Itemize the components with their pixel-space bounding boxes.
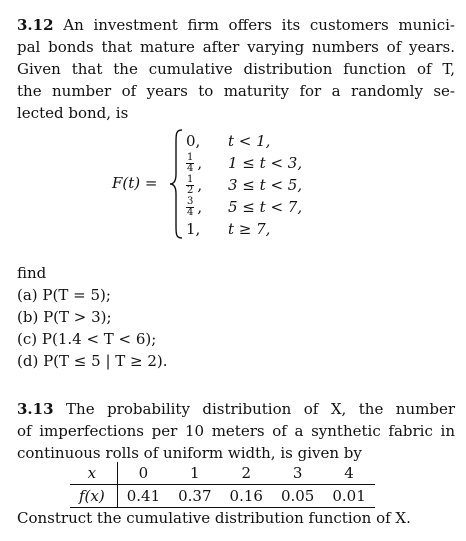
table-row [70, 462, 375, 485]
left-brace-icon [168, 128, 184, 240]
problem-3-12-line-4: the number of years to maturity for a randomly se- [17, 82, 455, 100]
cases-list [186, 130, 302, 240]
problem-3-12-text [17, 14, 455, 124]
table-cell: 4 [323, 462, 374, 485]
case-row: $\frac{1}{4}$ , 1 ≤ t < 3, [187, 152, 303, 175]
case-row: 0, t < 1, [186, 132, 271, 150]
problem-3-12-parts [17, 262, 455, 372]
table-cell: 0 [117, 462, 169, 485]
fraction: $\frac{3}{4}$ [187, 196, 194, 219]
table-header-x: x [70, 462, 117, 485]
function-label: F(t) = [112, 174, 158, 192]
problem-3-13-text [17, 398, 455, 464]
problem-3-12-number: 3.12 [17, 16, 54, 34]
problem-3-12-line-5: lected bond, is [17, 104, 129, 122]
table-cell: 0.05 [272, 485, 323, 508]
problem-3-13-line-2: of imperfections per 10 meters of a synthetic fabric in [17, 422, 455, 440]
problem-3-12-line-2: pal bonds that mature after varying numbers of years. [17, 38, 455, 56]
case-row: 1, t ≥ 7, [186, 220, 271, 238]
piecewise-cdf [112, 128, 332, 240]
problem-3-13-line-3: continuous rolls of uniform width, is given by [17, 444, 362, 462]
case-row: $\frac{3}{4}$ , 5 ≤ t < 7, [187, 196, 303, 219]
table-cell: 3 [272, 462, 323, 485]
distribution-table [70, 462, 375, 508]
fraction: $\frac{1}{4}$ [187, 152, 194, 175]
closing-line: Construct the cumulative distribution function of X. [17, 509, 411, 527]
case-row: $\frac{1}{2}$ , 3 ≤ t < 5, [187, 174, 303, 197]
table-cell: 0.41 [117, 485, 169, 508]
table-header-fx: f(x) [70, 485, 117, 508]
fraction: $\frac{1}{2}$ [187, 174, 194, 197]
problem-3-13-closing [17, 507, 455, 529]
part-a: (a) P(T = 5); [17, 286, 111, 304]
table-cell: 0.37 [169, 485, 220, 508]
table-cell: 0.16 [221, 485, 272, 508]
part-b: (b) P(T > 3); [17, 308, 112, 326]
find-label: find [17, 264, 47, 282]
table-row [70, 485, 375, 508]
problem-3-12-line-1: 3.12 An investment firm offers its customers munici- [17, 16, 455, 34]
problem-3-13-number: 3.13 [17, 400, 54, 418]
part-c: (c) P(1.4 < T < 6); [17, 330, 157, 348]
problem-3-12-line-3: Given that the cumulative distribution function of T, [17, 60, 455, 78]
table-cell: 1 [169, 462, 220, 485]
table-cell: 2 [221, 462, 272, 485]
problem-3-13-line-1: 3.13 The probability distribution of X, the number [17, 400, 456, 418]
part-d: (d) P(T ≤ 5 | T ≥ 2). [17, 352, 168, 370]
table-cell: 0.01 [323, 485, 374, 508]
